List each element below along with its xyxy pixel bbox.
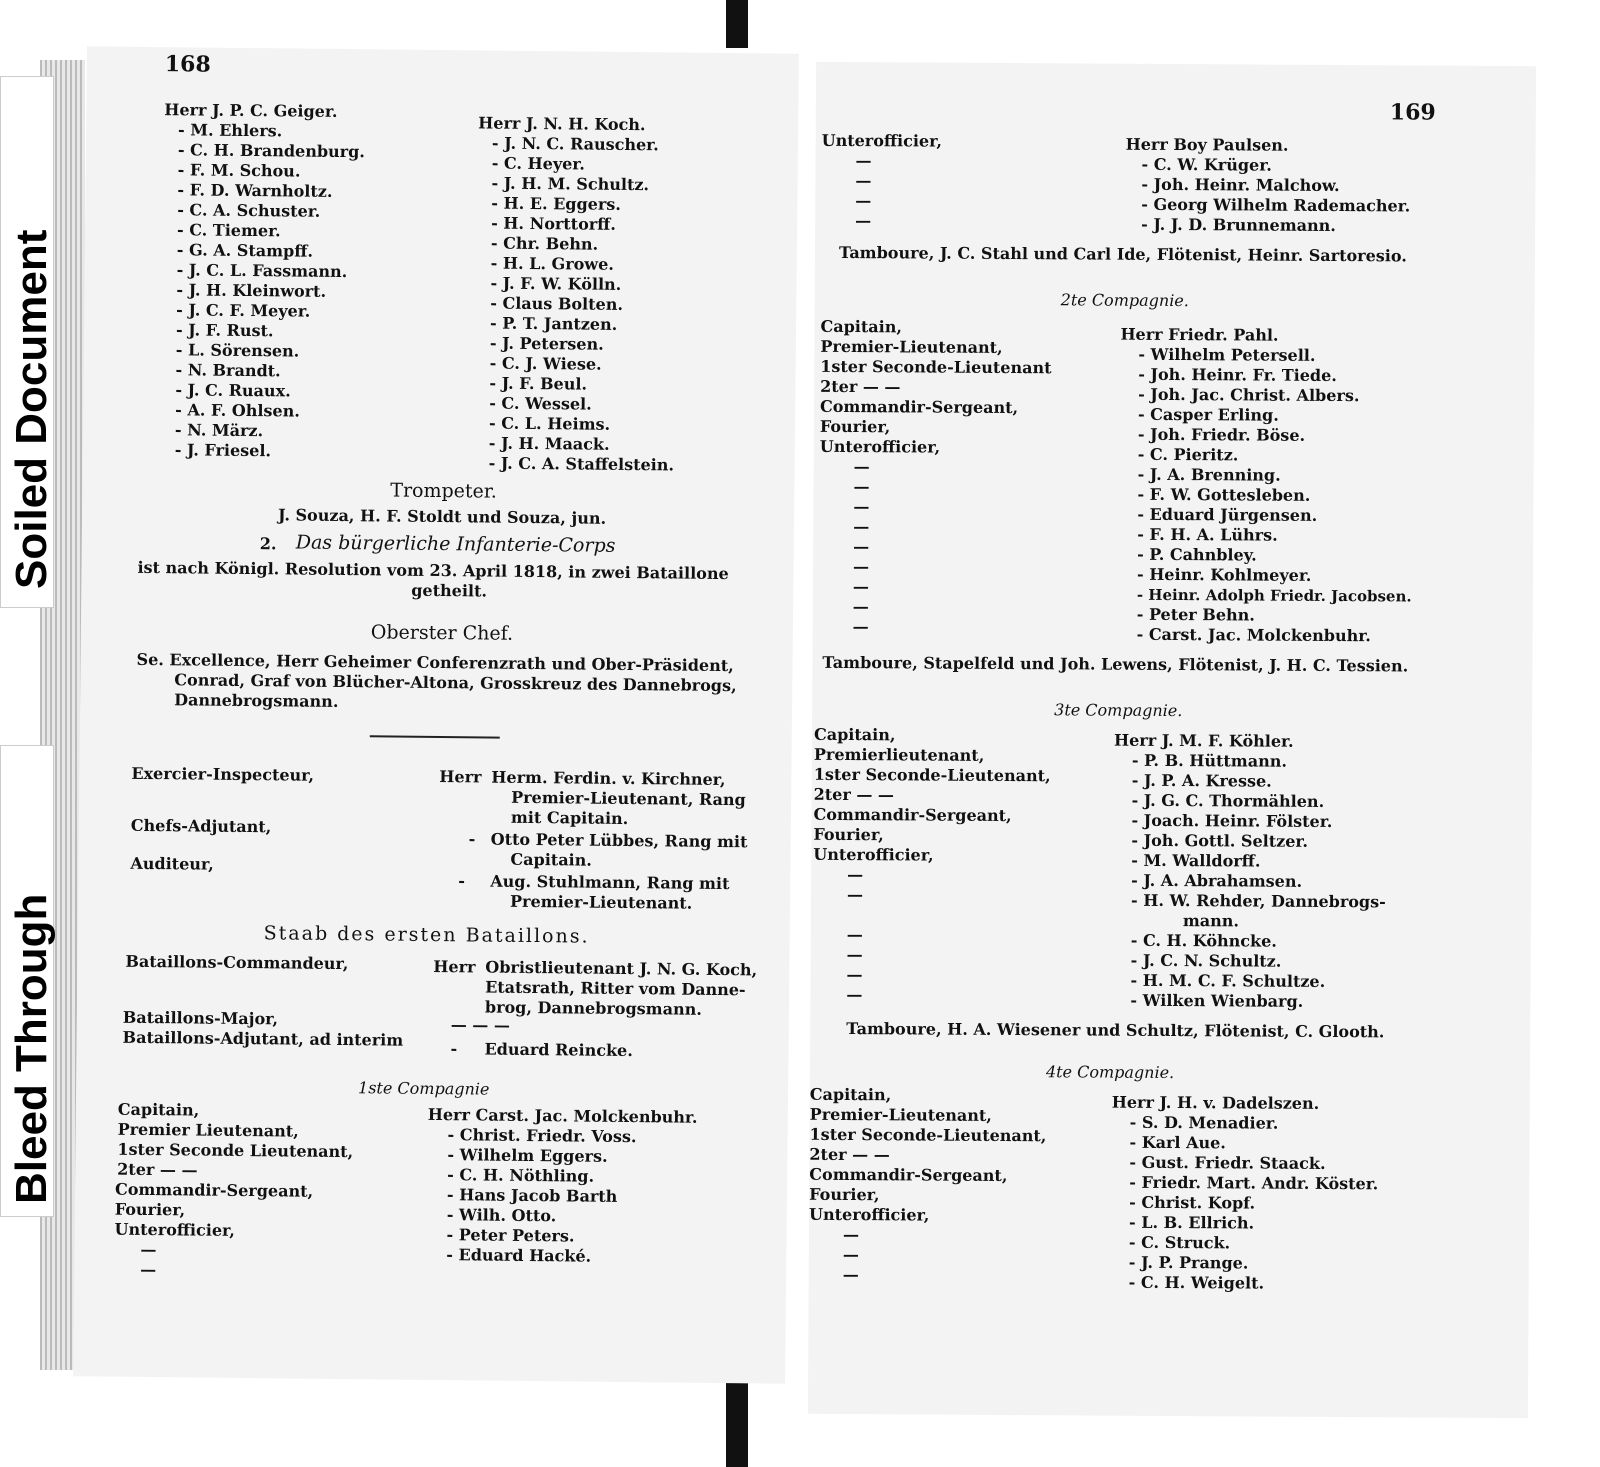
- list-item: - Chr. Behn.: [490, 233, 599, 254]
- list-item: Herr Boy Paulsen.: [1125, 134, 1289, 155]
- tamboure-line: Tamboure, H. A. Wiesener und Schultz, Flötenist, C. Glooth.: [846, 1019, 1385, 1042]
- role: —: [846, 985, 863, 1005]
- right-page: [808, 62, 1536, 1418]
- tamboure-line: Tamboure, J. C. Stahl und Carl Ide, Flötenist, Heinr. Sartoresio.: [838, 242, 1407, 266]
- list-item: - J. C. Ruaux.: [175, 380, 291, 401]
- section-text: ist nach Königl. Resolution vom 23. April 1818, in zwei Bataillone: [137, 557, 729, 584]
- list-item: - J. H. M. Schultz.: [491, 173, 650, 195]
- list-item: - C. H. Brandenburg.: [177, 140, 366, 162]
- list-item: - Eduard Hacké.: [446, 1245, 592, 1266]
- right-page-number: 169: [1389, 99, 1436, 126]
- list-item: - J. N. C. Rauscher.: [491, 133, 659, 155]
- list-item: - Heinr. Kohlmeyer.: [1136, 564, 1312, 585]
- list-item: - N. Brandt.: [175, 360, 281, 381]
- role: —: [852, 577, 869, 597]
- role: —: [853, 537, 870, 557]
- staff-prefix: Herr: [433, 956, 476, 977]
- binding-strap-bottom: [726, 1372, 748, 1467]
- role: Commandir-Sergeant,: [114, 1179, 314, 1201]
- role: —: [140, 1259, 157, 1280]
- role: 2ter — —: [117, 1159, 198, 1180]
- role: Fourier,: [114, 1199, 186, 1220]
- list-item: Herr Carst. Jac. Molckenbuhr.: [427, 1104, 698, 1127]
- role: —: [846, 925, 863, 945]
- staff-role: Exercier-Inspecteur,: [131, 763, 315, 785]
- list-item: - Gust. Friedr. Staack.: [1129, 1152, 1326, 1173]
- role: —: [853, 497, 870, 517]
- chef-line: Dannebrogsmann.: [174, 690, 339, 711]
- list-item: - J. Friesel.: [174, 440, 272, 461]
- list-item: - H. L. Growe.: [490, 253, 614, 274]
- list-item: - Wilken Wienbarg.: [1130, 990, 1304, 1011]
- list-item: - J. C. F. Meyer.: [176, 300, 311, 321]
- list-item: - F. H. A. Lührs.: [1137, 524, 1278, 545]
- staff-name: Eduard Reincke.: [484, 1039, 633, 1061]
- list-item: - J. C. A. Staffelstein.: [488, 453, 675, 475]
- chef-heading: Oberster Chef.: [370, 621, 514, 645]
- role: Unterofficier,: [813, 844, 934, 865]
- list-item: - G. A. Stampff.: [176, 240, 314, 261]
- staff-prefix: -: [468, 829, 476, 849]
- staff-name: brog, Dannebrogsmann.: [484, 997, 702, 1019]
- list-item: - Joh. Heinr. Malchow.: [1141, 174, 1340, 196]
- list-item: - Georg Wilhelm Rademacher.: [1141, 194, 1411, 216]
- role: Commandir-Sergeant,: [819, 396, 1019, 418]
- list-item: - J. G. C. Thormählen.: [1131, 790, 1325, 811]
- role: —: [853, 517, 870, 537]
- staab-heading: Staab des ersten Bataillons.: [263, 922, 590, 948]
- staff-role: Bataillons-Adjutant, ad interim: [122, 1027, 404, 1050]
- chef-line: Conrad, Graf von Blücher-Altona, Grosskreuz des Dannebrogs,: [174, 670, 737, 696]
- list-item: - Joh. Jac. Christ. Albers.: [1138, 384, 1360, 406]
- role: Unterofficier,: [114, 1219, 236, 1240]
- left-page: [73, 46, 799, 1383]
- trompeter-heading: Trompeter.: [390, 479, 498, 503]
- staff-role: Bataillons-Commandeur,: [125, 951, 349, 974]
- bleed-through-tab: [0, 745, 54, 1217]
- role: —: [853, 477, 870, 497]
- list-item: - H. Norttorff.: [491, 213, 617, 234]
- role: —: [846, 885, 864, 905]
- list-item: - J. P. Prange.: [1128, 1252, 1249, 1273]
- list-item: - C. A. Schuster.: [177, 200, 321, 221]
- role: —: [852, 597, 869, 617]
- list-item: Herr Friedr. Pahl.: [1120, 324, 1279, 345]
- list-item: - C. L. Heims.: [488, 413, 611, 434]
- list-item: - Carst. Jac. Molckenbuhr.: [1136, 624, 1371, 646]
- bleed-through-label: Bleed Through: [7, 893, 56, 1204]
- list-item: - H. W. Rehder, Dannebrogs-: [1130, 890, 1386, 912]
- binding-strap-top: [726, 0, 748, 48]
- staff-role: Auditeur,: [130, 853, 214, 874]
- list-item: - M. Walldorff.: [1131, 850, 1261, 871]
- role: 1ster Seconde Lieutenant,: [117, 1139, 354, 1162]
- role: Premierlieutenant,: [813, 744, 985, 765]
- section-number: 2.: [259, 534, 277, 554]
- role: 2ter — —: [809, 1144, 890, 1165]
- list-item: - Christ. Kopf.: [1129, 1192, 1256, 1213]
- role: Commandir-Sergeant,: [813, 804, 1012, 826]
- list-item: - C. H. Weigelt.: [1128, 1272, 1265, 1293]
- role: —: [846, 965, 863, 985]
- list-item: - C. W. Krüger.: [1141, 154, 1272, 175]
- role: Commandir-Sergeant,: [809, 1164, 1008, 1186]
- left-page-number: 168: [164, 51, 211, 78]
- list-item: - F. M. Schou.: [177, 160, 301, 181]
- company-3-heading: 3te Compagnie.: [1054, 700, 1183, 721]
- list-item: - C. J. Wiese.: [489, 353, 602, 374]
- list-item: - P. Cahnbley.: [1137, 544, 1257, 565]
- list-item: Herr J. P. C. Geiger.: [164, 100, 338, 121]
- list-item: Herr J. M. F. Köhler.: [1113, 730, 1294, 751]
- company-1-heading: 1ste Compagnie: [357, 1078, 490, 1099]
- staff-name: Etatsrath, Ritter vom Danne-: [485, 977, 746, 1000]
- role: —: [852, 617, 869, 637]
- list-item: - J. H. Kleinwort.: [176, 280, 327, 301]
- list-item: - C. H. Köhncke.: [1130, 930, 1277, 951]
- role: —: [846, 945, 863, 965]
- role: Capitain,: [820, 316, 902, 337]
- list-item: - Peter Peters.: [446, 1225, 575, 1246]
- role: Unterofficier,: [819, 436, 941, 457]
- list-item: - J. A. Brenning.: [1137, 464, 1281, 485]
- list-item: - J. F. Rust.: [175, 320, 274, 341]
- role: Fourier,: [809, 1184, 880, 1205]
- list-item: - H. E. Eggers.: [491, 193, 622, 214]
- list-item: - C. Wessel.: [489, 393, 592, 414]
- staff-prefix: -: [458, 871, 466, 891]
- role: 1ster Seconde-Lieutenant: [820, 356, 1052, 378]
- role: Unterofficier,: [821, 130, 943, 151]
- staff-role: Bataillons-Major,: [122, 1007, 279, 1029]
- staff-name: Obristlieutenant J. N. G. Koch,: [485, 957, 758, 980]
- role: —: [853, 457, 870, 477]
- company-4-heading: 4te Compagnie.: [1045, 1062, 1175, 1083]
- staff-name: Premier-Lieutenant.: [509, 891, 693, 913]
- list-item: - Heinr. Adolph Friedr. Jacobsen.: [1136, 585, 1412, 606]
- role: —: [842, 1244, 859, 1265]
- list-item: - J. F. W. Kölln.: [490, 273, 622, 294]
- staff-name: mit Capitain.: [510, 807, 629, 829]
- role: Capitain,: [117, 1099, 200, 1120]
- company-2-heading: 2te Compagnie.: [1060, 290, 1189, 311]
- role: 1ster Seconde-Lieutenant,: [809, 1124, 1047, 1146]
- list-item: - Friedr. Mart. Andr. Köster.: [1129, 1172, 1379, 1194]
- staff-role: Chefs-Adjutant,: [130, 815, 272, 837]
- list-item: - F. D. Warnholtz.: [177, 180, 333, 201]
- list-item: - Joh. Gottl. Seltzer.: [1131, 830, 1309, 851]
- list-item: - Karl Aue.: [1129, 1132, 1226, 1153]
- list-item: - C. Tiemer.: [176, 220, 281, 241]
- role: —: [140, 1239, 157, 1260]
- role: Premier Lieutenant,: [117, 1119, 299, 1141]
- list-item: - Joh. Friedr. Böse.: [1137, 424, 1306, 445]
- section-title: Das bürgerliche Infanterie-Corps: [295, 531, 616, 557]
- role: —: [855, 191, 872, 211]
- list-item: - C. Heyer.: [491, 153, 585, 174]
- list-item: - J. J. D. Brunnemann.: [1141, 214, 1336, 235]
- role: Premier-Lieutenant,: [809, 1104, 992, 1125]
- list-item: - J. P. A. Kresse.: [1131, 770, 1272, 791]
- role: 1ster Seconde-Lieutenant,: [813, 764, 1051, 786]
- soiled-document-label: Soiled Document: [7, 229, 56, 589]
- role: —: [855, 171, 872, 191]
- role: —: [855, 211, 872, 231]
- list-item: - C. H. Nöthling.: [447, 1165, 595, 1186]
- list-item: - Wilhelm Eggers.: [447, 1145, 608, 1166]
- list-item: - L. Sörensen.: [175, 340, 300, 361]
- list-item: - P. T. Jantzen.: [490, 313, 618, 334]
- list-item: - M. Ehlers.: [178, 120, 283, 141]
- staff-dashes: — — —: [450, 1015, 510, 1035]
- role: Premier-Lieutenant,: [820, 336, 1003, 357]
- list-item: - Hans Jacob Barth: [446, 1185, 618, 1206]
- list-item: - Peter Behn.: [1136, 604, 1255, 625]
- list-item: - J. A. Abrahamsen.: [1131, 870, 1303, 891]
- list-item: - Wilh. Otto.: [446, 1205, 557, 1226]
- list-item: - N. März.: [174, 420, 264, 441]
- list-item: - J. Petersen.: [489, 333, 604, 354]
- staff-name: Herm. Ferdin. v. Kirchner,: [491, 767, 726, 790]
- staff-name: Otto Peter Lübbes, Rang mit: [490, 829, 748, 852]
- list-item: - P. B. Hüttmann.: [1131, 750, 1287, 771]
- role: —: [847, 865, 864, 885]
- tamboure-line: Tamboure, Stapelfeld und Joh. Lewens, Flötenist, J. H. C. Tessien.: [822, 652, 1409, 676]
- list-item: Herr J. N. H. Koch.: [478, 113, 646, 135]
- list-item: - Christ. Friedr. Voss.: [447, 1125, 637, 1147]
- section-text: getheilt.: [411, 580, 488, 601]
- list-item: - S. D. Menadier.: [1129, 1112, 1279, 1133]
- role: Unterofficier,: [809, 1204, 930, 1225]
- list-item: - F. W. Gottesleben.: [1137, 484, 1311, 505]
- role: —: [842, 1264, 859, 1285]
- role: Capitain,: [809, 1084, 892, 1105]
- soiled-document-tab: [0, 76, 54, 608]
- divider: [370, 735, 500, 738]
- list-item: - Wilhelm Petersell.: [1138, 344, 1316, 365]
- list-item: - Joach. Heinr. Fölster.: [1131, 810, 1333, 831]
- staff-prefix: -: [450, 1039, 458, 1059]
- list-item: mann.: [1182, 911, 1240, 931]
- list-item: - Joh. Heinr. Fr. Tiede.: [1138, 364, 1337, 386]
- role: 2ter — —: [813, 784, 894, 805]
- role: Capitain,: [813, 724, 896, 745]
- staff-name: Aug. Stuhlmann, Rang mit: [490, 871, 730, 894]
- role: Fourier,: [819, 416, 891, 437]
- list-item: - C. Pieritz.: [1137, 444, 1239, 465]
- list-item: - J. C. L. Fassmann.: [176, 260, 348, 282]
- list-item: - A. F. Ohlsen.: [175, 400, 300, 421]
- role: 2ter — —: [820, 376, 901, 397]
- list-item: - L. B. Ellrich.: [1128, 1212, 1255, 1233]
- role: —: [855, 151, 872, 171]
- list-item: - J. C. N. Schultz.: [1130, 950, 1282, 971]
- staff-name: Premier-Lieutenant, Rang: [511, 787, 746, 810]
- staff-prefix: Herr: [439, 767, 482, 787]
- role: —: [852, 557, 870, 577]
- staff-name: Capitain.: [510, 849, 592, 870]
- list-item: - Eduard Jürgensen.: [1137, 504, 1318, 525]
- list-item: - J. F. Beul.: [489, 373, 588, 394]
- list-item: - Casper Erling.: [1137, 404, 1279, 425]
- list-item: - C. Struck.: [1128, 1232, 1231, 1253]
- list-item: Herr J. H. v. Dadelszen.: [1111, 1092, 1320, 1113]
- chef-line: Se. Excellence, Herr Geheimer Conferenzrath und Ober-Präsident,: [136, 649, 734, 676]
- role: Fourier,: [813, 824, 884, 845]
- list-item: - J. H. Maack.: [488, 433, 610, 454]
- list-item: - Claus Bolten.: [490, 293, 624, 314]
- list-item: - H. M. C. F. Schultze.: [1130, 970, 1326, 991]
- role: —: [842, 1224, 860, 1245]
- trompeter-names: J. Souza, H. F. Stoldt und Souza, jun.: [277, 505, 607, 528]
